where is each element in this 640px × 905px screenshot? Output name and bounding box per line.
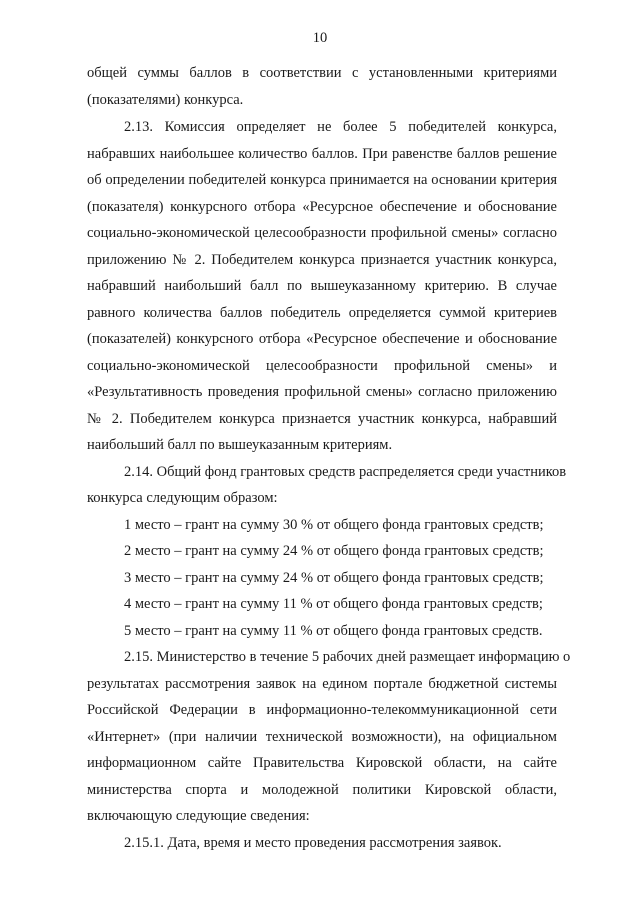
list-item: 4 место – грант на сумму 11 % от общего фонда грантовых средств; bbox=[124, 596, 543, 612]
page-number: 10 bbox=[312, 30, 328, 46]
list-item: 5 место – грант на сумму 11 % от общего фонда грантовых средств. bbox=[124, 623, 543, 639]
text-line: об определении победителей конкурса принимается на основании критерия bbox=[87, 172, 557, 188]
text-line: конкурса следующим образом: bbox=[87, 490, 278, 506]
text-line: равного количества баллов победитель определяется суммой критериев bbox=[87, 305, 557, 321]
text-line: набравших наибольшее количество баллов. При равенстве баллов решение bbox=[87, 146, 557, 162]
text-line: № 2. Победителем конкурса признается участник конкурса, набравший bbox=[87, 411, 557, 427]
text-line: наибольший балл по вышеуказанным критериям. bbox=[87, 437, 393, 453]
text-line: информационном сайте Правительства Кировской области, на сайте bbox=[87, 755, 557, 771]
text-line: социально-экономической целесообразности профильной смены» согласно bbox=[87, 225, 557, 241]
text-line: 2.13. Комиссия определяет не более 5 победителей конкурса, bbox=[124, 119, 557, 135]
text-line: 2.15.1. Дата, время и место проведения рассмотрения заявок. bbox=[124, 835, 502, 851]
text-line: приложению № 2. Победителем конкурса признается участник конкурса, bbox=[87, 252, 557, 268]
text-line: «Интернет» (при наличии технической возможности), на официальном bbox=[87, 729, 557, 745]
text-line: набравший наибольший балл по вышеуказанному критерию. В случае bbox=[87, 278, 557, 294]
text-line: (показателя) конкурсного отбора «Ресурсное обеспечение и обоснование bbox=[87, 199, 557, 215]
text-line: Российской Федерации в информационно-телекоммуникационной сети bbox=[87, 702, 557, 718]
list-item: 2 место – грант на сумму 24 % от общего фонда грантовых средств; bbox=[124, 543, 544, 559]
text-line: социально-экономической целесообразности профильной смены» и bbox=[87, 358, 557, 374]
text-line: включающую следующие сведения: bbox=[87, 808, 310, 824]
text-line: (показателей) конкурсного отбора «Ресурсное обеспечение и обоснование bbox=[87, 331, 557, 347]
text-line: 2.15. Министерство в течение 5 рабочих дней размещает информацию о bbox=[124, 649, 571, 665]
text-line: «Результативность проведения профильной смены» согласно приложению bbox=[87, 384, 557, 400]
text-line: общей суммы баллов в соответствии с установленными критериями bbox=[87, 65, 557, 81]
list-item: 1 место – грант на сумму 30 % от общего фонда грантовых средств; bbox=[124, 517, 544, 533]
text-line: 2.14. Общий фонд грантовых средств распределяется среди участников bbox=[124, 464, 567, 480]
text-line: министерства спорта и молодежной политики Кировской области, bbox=[87, 782, 557, 798]
text-line: результатах рассмотрения заявок на едином портале бюджетной системы bbox=[87, 676, 557, 692]
list-item: 3 место – грант на сумму 24 % от общего фонда грантовых средств; bbox=[124, 570, 544, 586]
text-line: (показателями) конкурса. bbox=[87, 92, 244, 108]
